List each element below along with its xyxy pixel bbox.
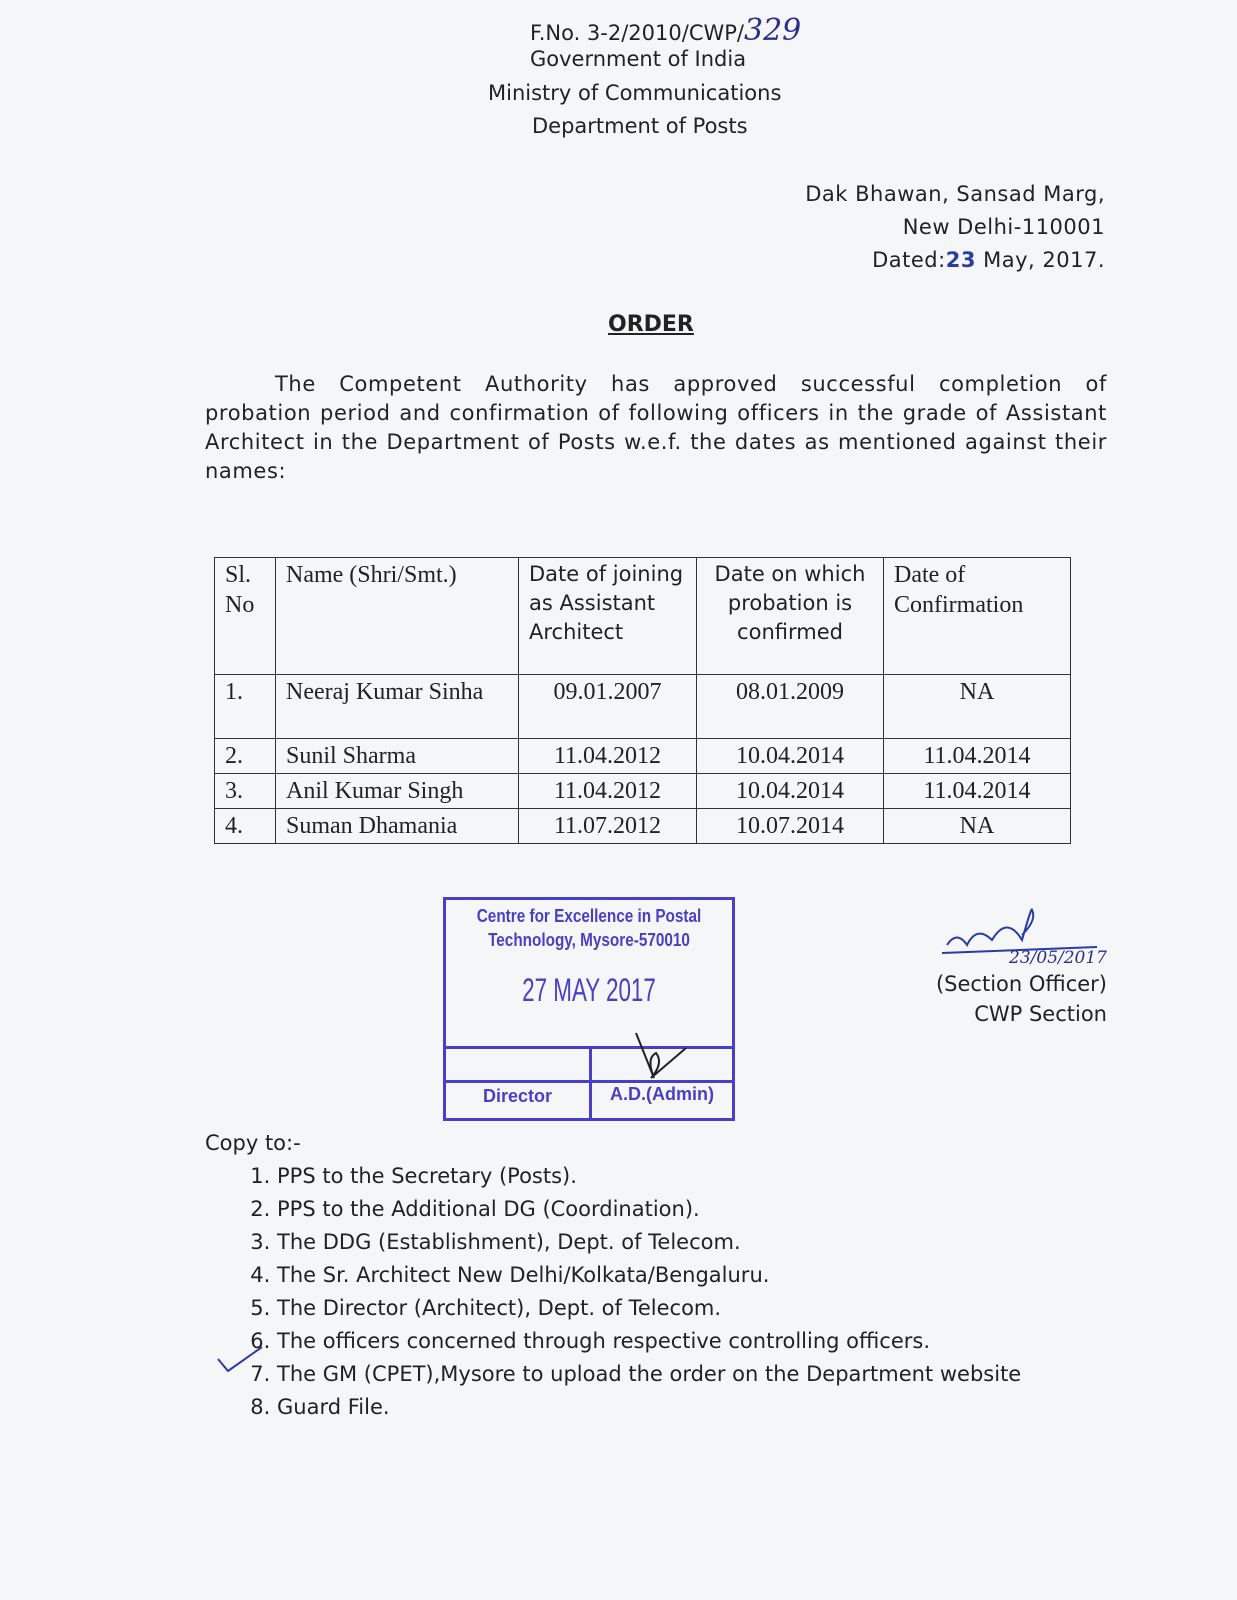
file-number-handwritten: 329 (743, 13, 802, 48)
address-line2: New Delhi-110001 (902, 215, 1105, 239)
cell-name: Anil Kumar Singh (276, 774, 519, 809)
cell-name: Suman Dhamania (276, 809, 519, 844)
copy-to-label: Copy to:- (205, 1131, 301, 1155)
cell-sl: 4. (215, 809, 276, 844)
cell-sl: 1. (215, 675, 276, 739)
copy-item: 5. The Director (Architect), Dept. of Telecom. (277, 1292, 1067, 1325)
dept-line: Department of Posts (532, 114, 748, 138)
stamp-divider (589, 1046, 592, 1118)
signatory-role: (Section Officer) (935, 972, 1107, 996)
table-row (215, 774, 1071, 809)
signature-block (936, 905, 1107, 1029)
order-body-text: The Competent Authority has approved successful completion of probation period and confirmation of following officers in the grade of Assistant Architect in the Department of Posts w.e.f. the dates as mentioned against their names: (205, 372, 1107, 483)
cell-joining: 09.01.2007 (519, 675, 697, 739)
signature-date: 23/05/2017 (1009, 948, 1107, 968)
copy-item: 8. Guard File. (277, 1391, 1067, 1424)
copy-item: 4. The Sr. Architect New Delhi/Kolkata/Bengaluru. (277, 1259, 1067, 1292)
copy-item: 7. The GM (CPET),Mysore to upload the order on the Department website (277, 1358, 1067, 1391)
cell-sl: 2. (215, 739, 276, 774)
order-title: ORDER (608, 312, 694, 337)
stamp-org (467, 904, 710, 952)
gov-line: Government of India (530, 47, 747, 71)
stamp-date: 27 MAY 2017 (522, 972, 656, 1008)
table-row (215, 809, 1071, 844)
dated-label: Dated: (872, 248, 946, 272)
dated-day: 23 (945, 248, 976, 272)
table-row (215, 675, 1071, 739)
cell-confirmation: 11.04.2014 (884, 739, 1071, 774)
copy-to-list (205, 1127, 1067, 1424)
header-name: Name (Shri/Smt.) (276, 558, 519, 675)
cell-sl: 3. (215, 774, 276, 809)
tick-mark (216, 1345, 266, 1375)
cell-name: Neeraj Kumar Sinha (276, 675, 519, 739)
cell-probation: 10.04.2014 (697, 739, 884, 774)
stamp-line2: Technology, Mysore-570010 (488, 930, 690, 950)
signatory-section: CWP Section (974, 1002, 1107, 1026)
ministry-line: Ministry of Communications (488, 81, 782, 105)
header-joining: Date of joining as Assistant Architect (519, 558, 697, 675)
stamp-line1: Centre for Excellence in Postal (476, 906, 702, 926)
cell-probation: 10.07.2014 (697, 809, 884, 844)
cell-probation: 10.04.2014 (697, 774, 884, 809)
stamp-ad-admin: A.D.(Admin) (610, 1084, 714, 1104)
header-confirmation: Date of Confirmation (884, 558, 1071, 675)
cell-joining: 11.04.2012 (519, 774, 697, 809)
initials-mark (626, 1028, 696, 1088)
copy-item: 6. The officers concerned through respective controlling officers. (277, 1325, 1067, 1358)
cell-name: Sunil Sharma (276, 739, 519, 774)
copy-item: 2. PPS to the Additional DG (Coordination). (277, 1193, 1067, 1226)
copy-item: 1. PPS to the Secretary (Posts). (277, 1160, 1067, 1193)
order-body (205, 370, 1107, 486)
dated-rest: May, 2017. (975, 248, 1105, 272)
table-row (215, 739, 1071, 774)
table-header-row (215, 558, 1071, 675)
officers-table (214, 557, 1071, 844)
cell-confirmation: 11.04.2014 (884, 774, 1071, 809)
address-block (805, 178, 1105, 277)
cell-confirmation: NA (884, 809, 1071, 844)
dated-line (805, 244, 1105, 277)
cell-confirmation: NA (884, 675, 1071, 739)
copy-item: 3. The DDG (Establishment), Dept. of Telecom. (277, 1226, 1067, 1259)
stamp-director: Director (482, 1086, 553, 1106)
header-sl: Sl. No (215, 558, 276, 675)
address-line1: Dak Bhawan, Sansad Marg, (805, 182, 1105, 206)
cell-joining: 11.04.2012 (519, 739, 697, 774)
file-number-text: F.No. 3-2/2010/CWP/ (530, 21, 744, 45)
received-stamp (443, 897, 735, 1121)
cell-probation: 08.01.2009 (697, 675, 884, 739)
cell-joining: 11.07.2012 (519, 809, 697, 844)
header-probation: Date on which probation is confirmed (697, 558, 884, 675)
